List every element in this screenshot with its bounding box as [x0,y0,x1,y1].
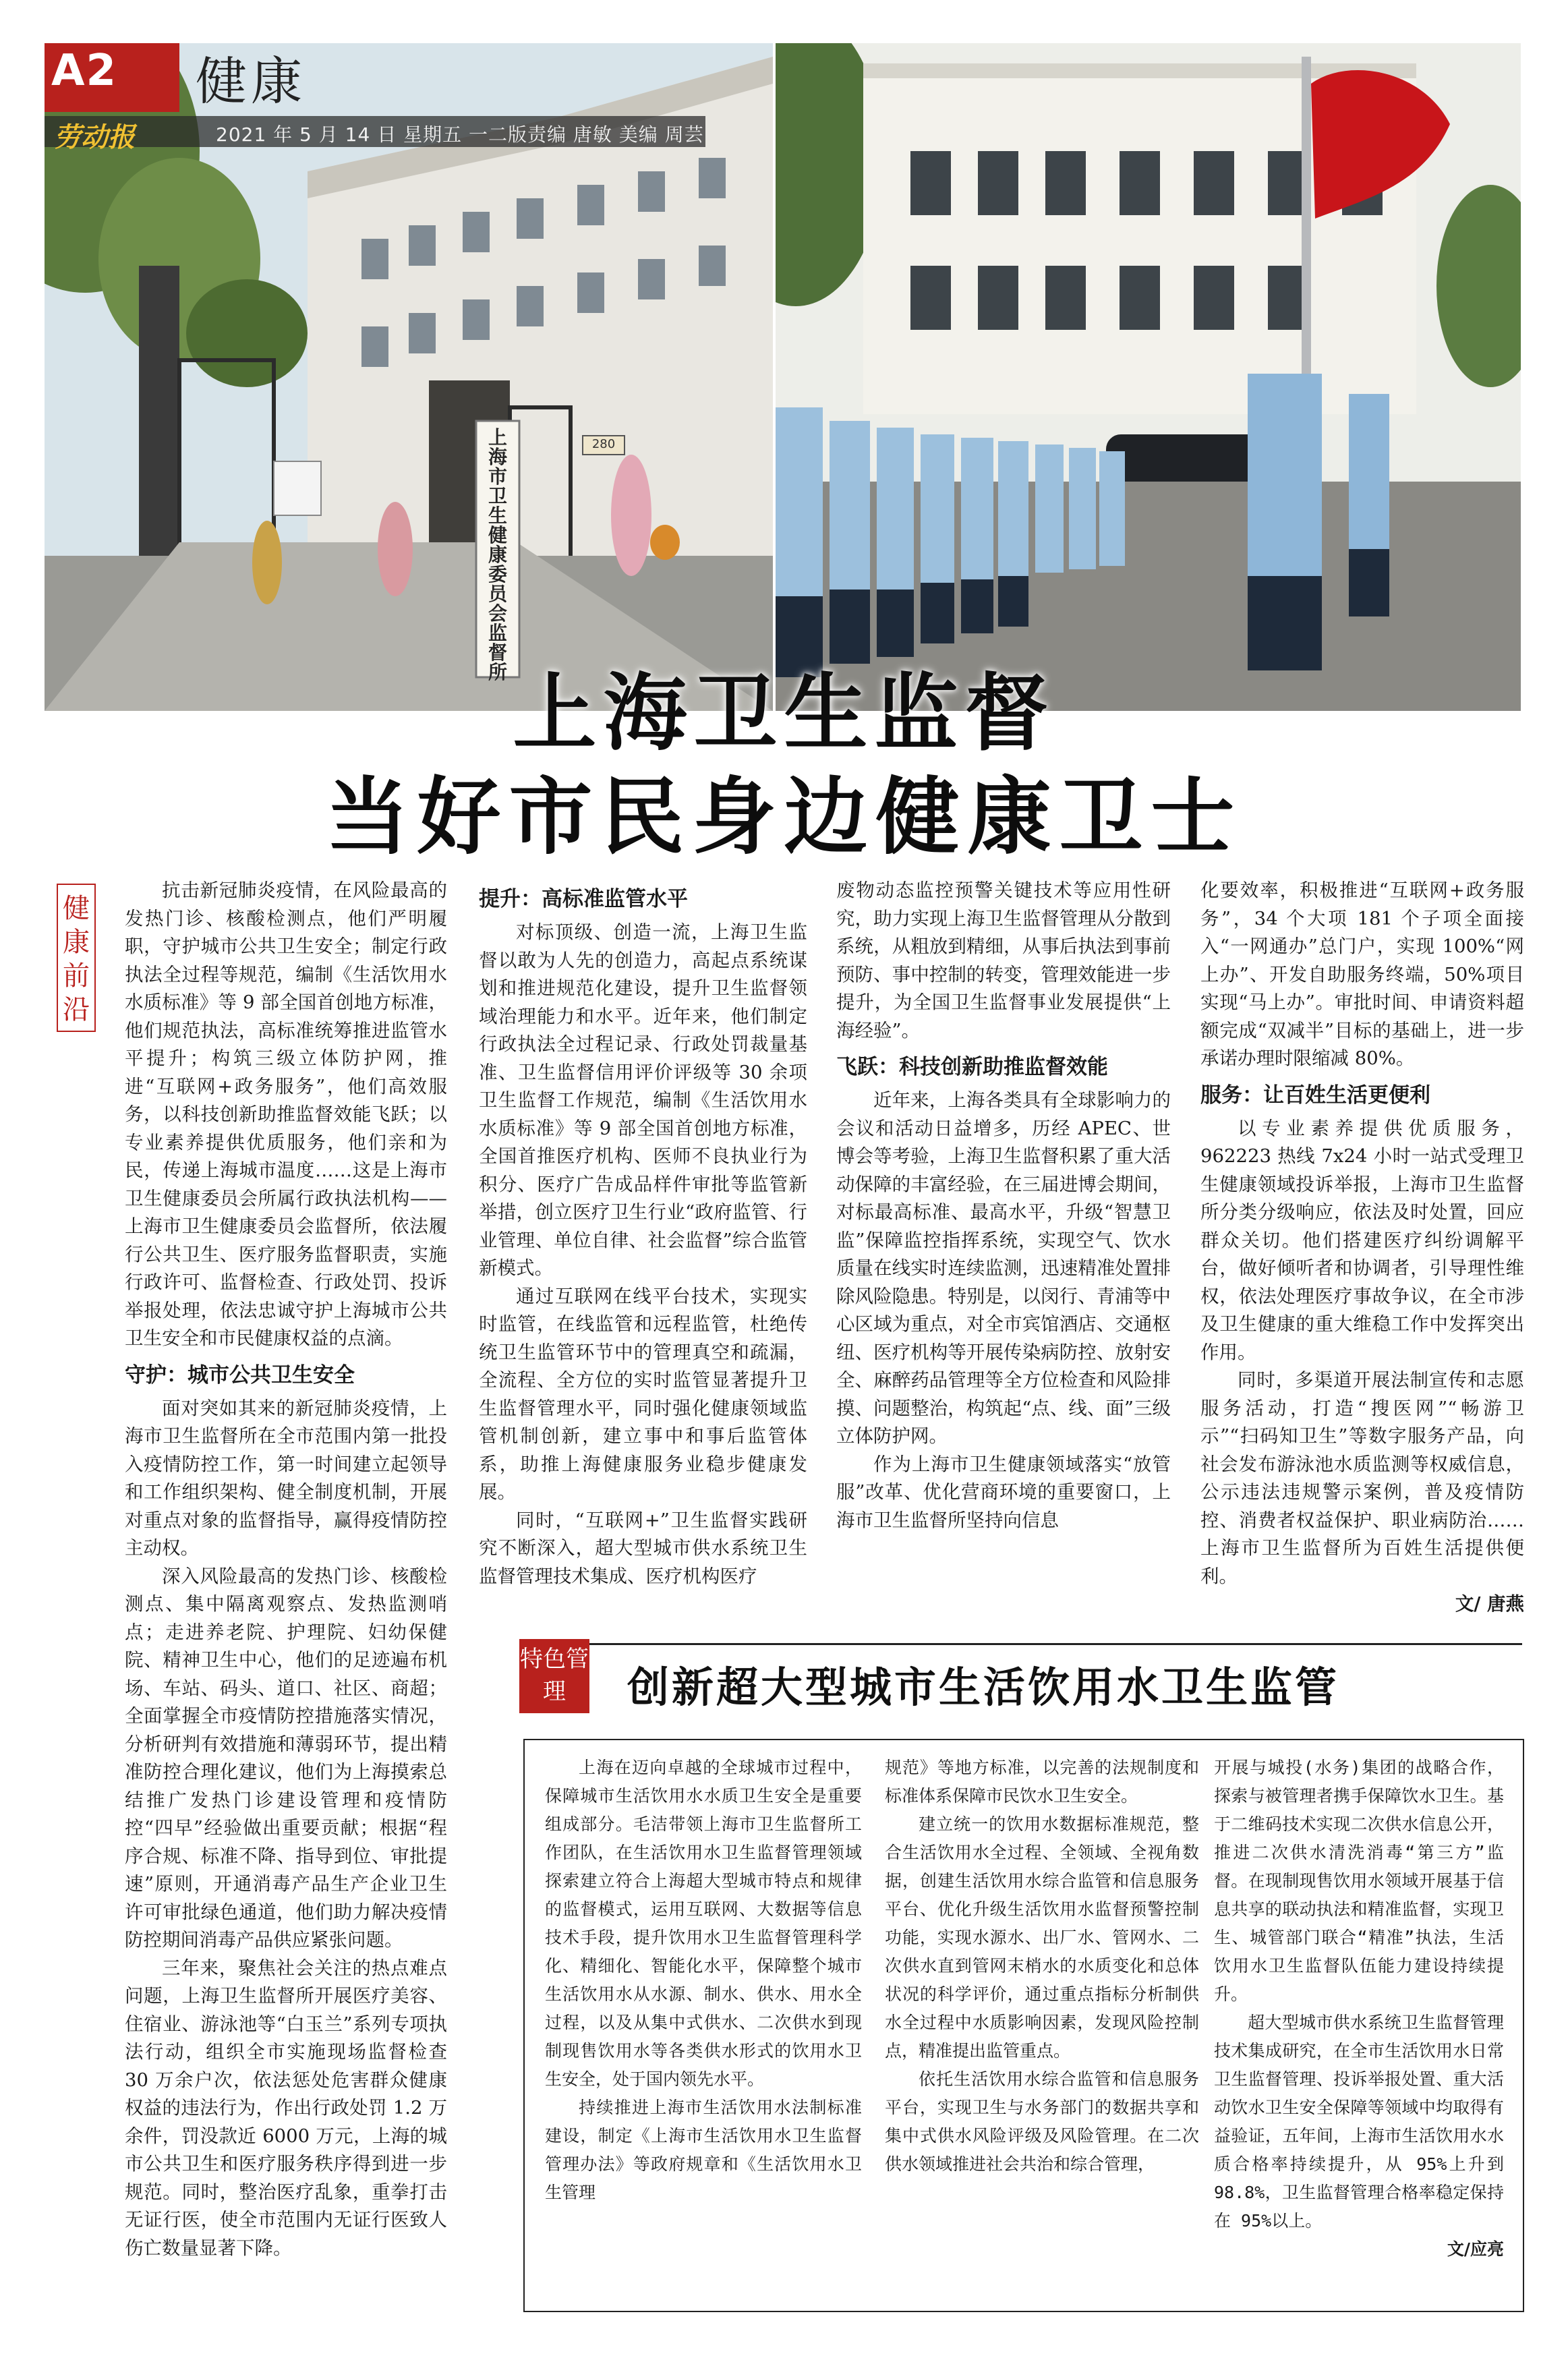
feature-byline: 文/应亮 [1447,2239,1504,2259]
article-paragraph: 通过互联网在线平台技术，实现实时监管，在线监管和远程监管，杜绝传统卫生监管环节中的管理真空和疏漏，全流程、全方位的实时监管显著提升卫生监督管理水平，同时强化健康领域监管机制创新，建立事中和事后监管体系，助推上海健康服务业稳步健康发展。 [479,1285,807,1503]
article-paragraph: 以专业素养提供优质服务，962223 热线 7x24 小时一站式受理卫生健康领域投诉举报，上海市卫生监督所分类分级响应，依法及时处置，回应群众关切。他们搭建医疗纠纷调解平台，做好倾听者和协调者，引导理性维权，依法处理医疗事故争议，在全市涉及卫生健康的重大维稳工作中发挥突出作用。 [1200,1117,1524,1363]
article-paragraph: 抗击新冠肺炎疫情，在风险最高的发热门诊、核酸检测点，他们严明履职，守护城市公共卫生安全；制定行政执法全过程等规范，编制《生活饮用水水质标准》等 9 部全国首创地方标准，他们规范执法，高标准统筹推进监管水平提升；构筑三级立体防护网，推进“互联网+政务服务”，他们高效服务，以科技创新助推监督效能飞跃；以专业素养提供优质服务，他们亲和为民，传递上海城市温度……这是上海市卫生健康委员会所属行政执法机构——上海市卫生健康委员会监督所，依法履行公共卫生、医疗服务监督职责，实施行政许可、监督检查、行政处罚、投诉举报处理，依法忠诚守护上海城市公共卫生安全和市民健康权益的点滴。 [125,880,447,1349]
feature-paragraph: 依托生活饮用水综合监管和信息服务平台，实现卫生与水务部门的数据共享和集中式供水风险评级及风险管理。在二次供水领域推进社会共治和综合管理， [885,2069,1199,2174]
subheading-service: 服务：让百姓生活更便利 [1200,1083,1430,1108]
page-number: A2 [51,46,118,96]
paper-logo: 劳动报 [54,121,135,153]
feature-column-1 [545,1754,862,2207]
feature-column-3 [1214,1754,1504,2264]
feature-column-2 [885,1754,1199,2179]
subheading-leap: 飞跃：科技创新助推监督效能 [836,1055,1108,1079]
feature-tag: 特色管理 [520,1646,589,1705]
article-paragraph: 深入风险最高的发热门诊、核酸检测点、集中隔离观察点、发热监测哨点；走进养老院、护理院、妇幼保健院、精神卫生中心，他们的足迹遍布机场、车站、码头、道口、社区、商超；全面掌握全市疫情防控措施落实情况，分析研判有效措施和薄弱环节，提出精准防控合理化建议，他们为上海摸索总结推广发热门诊建设管理和疫情防控“四早”经验做出重要贡献；根据“程序合规、标准不降、指导到位、审批提速”原则，开通消毒产品生产企业卫生许可审批绿色通道，他们助力解决疫情防控期间消毒产品供应紧张问题。 [125,1565,447,1951]
article-column-3 [836,877,1171,1534]
subheading-improve: 提升：高标准监管水平 [479,887,688,911]
article-paragraph: 近年来，上海各类具有全球影响力的会议和活动日益增多，历经 APEC、世博会等考验，上海卫生监督积累了重大活动保障的丰富经验，在三届进博会期间，对标最高标准、最高水平，升级“智慧卫监”保障监控指挥系统，实现空气、饮水质量在线实时连续监测，迅速精准处置排除风险隐患。特别是，以闵行、青浦等中心区域为重点，对全市宾馆酒店、交通枢纽、医疗机构等开展传染病防控、放射安全、麻醉药品管理等全方位检查和风险排摸、问题整治，构筑起“点、线、面”三级立体防护网。 [836,1089,1171,1447]
article-paragraph: 作为上海市卫生健康领域落实“放管服”改革、优化营商环境的重要窗口，上海市卫生监督所坚持向信息 [836,1453,1171,1531]
feature-paragraph: 开展与城投(水务)集团的战略合作，探索与被管理者携手保障饮水卫生。基于二维码技术实现二次供水信息公开，推进二次供水清洗消毒“第三方”监督。在现制现售饮用水领域开展基于信息共享的联动执法和精准监督，实现卫生、城管部门联合“精准”执法，生活饮用水卫生监督队伍能力建设持续提升。 [1214,1758,1504,2004]
article-paragraph: 对标顶级、创造一流，上海卫生监督以敢为人先的创造力，高起点系统谋划和推进规范化建设，提升卫生监督领域治理能力和水平。近年来，他们制定行政执法全过程记录、行政处罚裁量基准、卫生监督信用评价评级等 30 余项卫生监督工作规范，编制《生活饮用水水质标准》等 9 部全国首创地方标准，全国首推医疗机构、医师不良执业行为积分、医疗广告成品样件审批等监管新举措，创立医疗卫生行业“政府监管、行业管理、单位自律、社会监督”综合监管新模式。 [479,921,807,1279]
article-column-4 [1200,877,1524,1619]
feature-divider [526,1643,1522,1645]
feature-tag-box [519,1639,589,1713]
article-column-2 [479,877,807,1590]
column-label: 健康前沿 [63,893,90,1025]
institution-sign: 上海市卫生健康委员会监督所 [488,426,507,683]
photo-right-illustration [776,43,1521,711]
column-label-box [57,884,96,1032]
article-paragraph: 废物动态监控预警关键技术等应用性研究，助力实现上海卫生监督管理从分散到系统，从粗放到精细，从事后执法到事前预防、事中控制的转变，管理效能进一步提升，为全国卫生监督事业发展提供“上海经验”。 [836,880,1171,1041]
article-byline: 文/ 唐燕 [1455,1593,1524,1615]
article-paragraph: 三年来，聚焦社会关注的热点难点问题，上海卫生监督所开展医疗美容、住宿业、游泳池等“白玉兰”系列专项执法行动，组织全市实施现场监督检查 30 万余户次，依法惩处危害群众健康权益的违法行为，作出行政处罚 1.2 万余件，罚没款近 6000 万元，上海的城市公共卫生和医疗服务秩序得到进一步规范。同时，整治医疗乱象，重拳打击无证行医，使全市范围内无证行医致人伤亡数量显著下降。 [125,1957,447,2259]
headline-line-1: 上海卫生监督 [513,665,1055,762]
feature-paragraph: 建立统一的饮用水数据标准规范，整合生活饮用水全过程、全领域、全视角数据，创建生活饮用水综合监管和信息服务平台、优化升级生活饮用水监督预警控制功能，实现水源水、出厂水、管网水、二次供水直到管网末梢水的水质变化和总体状况的科学评价，通过重点指标分析制供水全过程中水质影响因素，发现风险控制点，精准提出监管重点。 [885,1814,1199,2061]
article-paragraph: 面对突如其来的新冠肺炎疫情，上海市卫生监督所在全市范围内第一批投入疫情防控工作，第一时间建立起领导和工作组织架构、健全制度机制，开展对重点对象的监督指导，赢得疫情防控主动权。 [125,1397,447,1559]
issue-date-editors: 2021 年 5 月 14 日 星期五 一二版责编 唐敏 美编 周芸 [216,123,704,146]
feature-title: 创新超大型城市生活饮用水卫生监管 [627,1663,1340,1712]
feature-paragraph: 持续推进上海市生活饮用水法制标准建设，制定《上海市生活饮用水卫生监督管理办法》等政府规章和《生活饮用水卫生管理 [545,2098,862,2202]
article-paragraph: 同时，“互联网+”卫生监督实践研究不断深入，超大型城市供水系统卫生监督管理技术集成、医疗机构医疗 [479,1509,807,1587]
feature-paragraph: 超大型城市供水系统卫生监督管理技术集成研究，在全市生活饮用水日常卫生监督管理、投诉举报处置、重大活动饮水卫生安全保障等领域中均取得有益验证，五年间，上海市生活饮用水水质合格率持续提升，从 95%上升到 98.8%，卫生监督管理合格率稳定保持在 95%以上。 [1214,2013,1504,2231]
headline-line-2: 当好市民身边健康卫士 [325,769,1243,866]
feature-paragraph: 规范》等地方标准，以完善的法规制度和标准体系保障市民饮水卫生安全。 [885,1758,1199,1806]
plate-number: 280 [591,437,616,451]
photo-flag-raising-ceremony [776,43,1521,711]
article-paragraph: 同时，多渠道开展法制宣传和志愿服务活动，打造“搜医网”“畅游卫示”“扫码知卫生”等数字服务产品，向社会发布游泳池水质监测等权威信息，公示违法违规警示案例，普及疫情防控、消费者权益保护、职业病防治……上海市卫生监督所为百姓生活提供便利。 [1200,1369,1524,1587]
article-column-1 [125,877,447,2262]
subheading-guard: 守护：城市公共卫生安全 [125,1362,355,1387]
article-paragraph: 化要效率，积极推进“互联网+政务服务”，34 个大项 181 个子项全面接入“一网通办”总门户，实现 100%“网上办”、开发自助服务终端，50%项目实现“马上办”。审批时间、申请资料超额完成“双减半”目标的基础上，进一步承诺办理时限缩减 80%。 [1200,880,1524,1069]
feature-paragraph: 上海在迈向卓越的全球城市过程中，保障城市生活饮用水水质卫生安全是重要组成部分。毛洁带领上海市卫生监督所工作团队，在生活饮用水卫生监督管理领域探索建立符合上海超大型城市特点和规律的监督模式，运用互联网、大数据等信息技术手段，提升饮用水卫生监督管理科学化、精细化、智能化水平，保障整个城市生活饮用水从水源、制水、供水、用水全过程，以及从集中式供水、二次供水到现制现售饮用水等各类供水形式的饮用水卫生安全，处于国内领先水平。 [545,1758,862,2089]
section-title: 健康 [196,51,306,111]
